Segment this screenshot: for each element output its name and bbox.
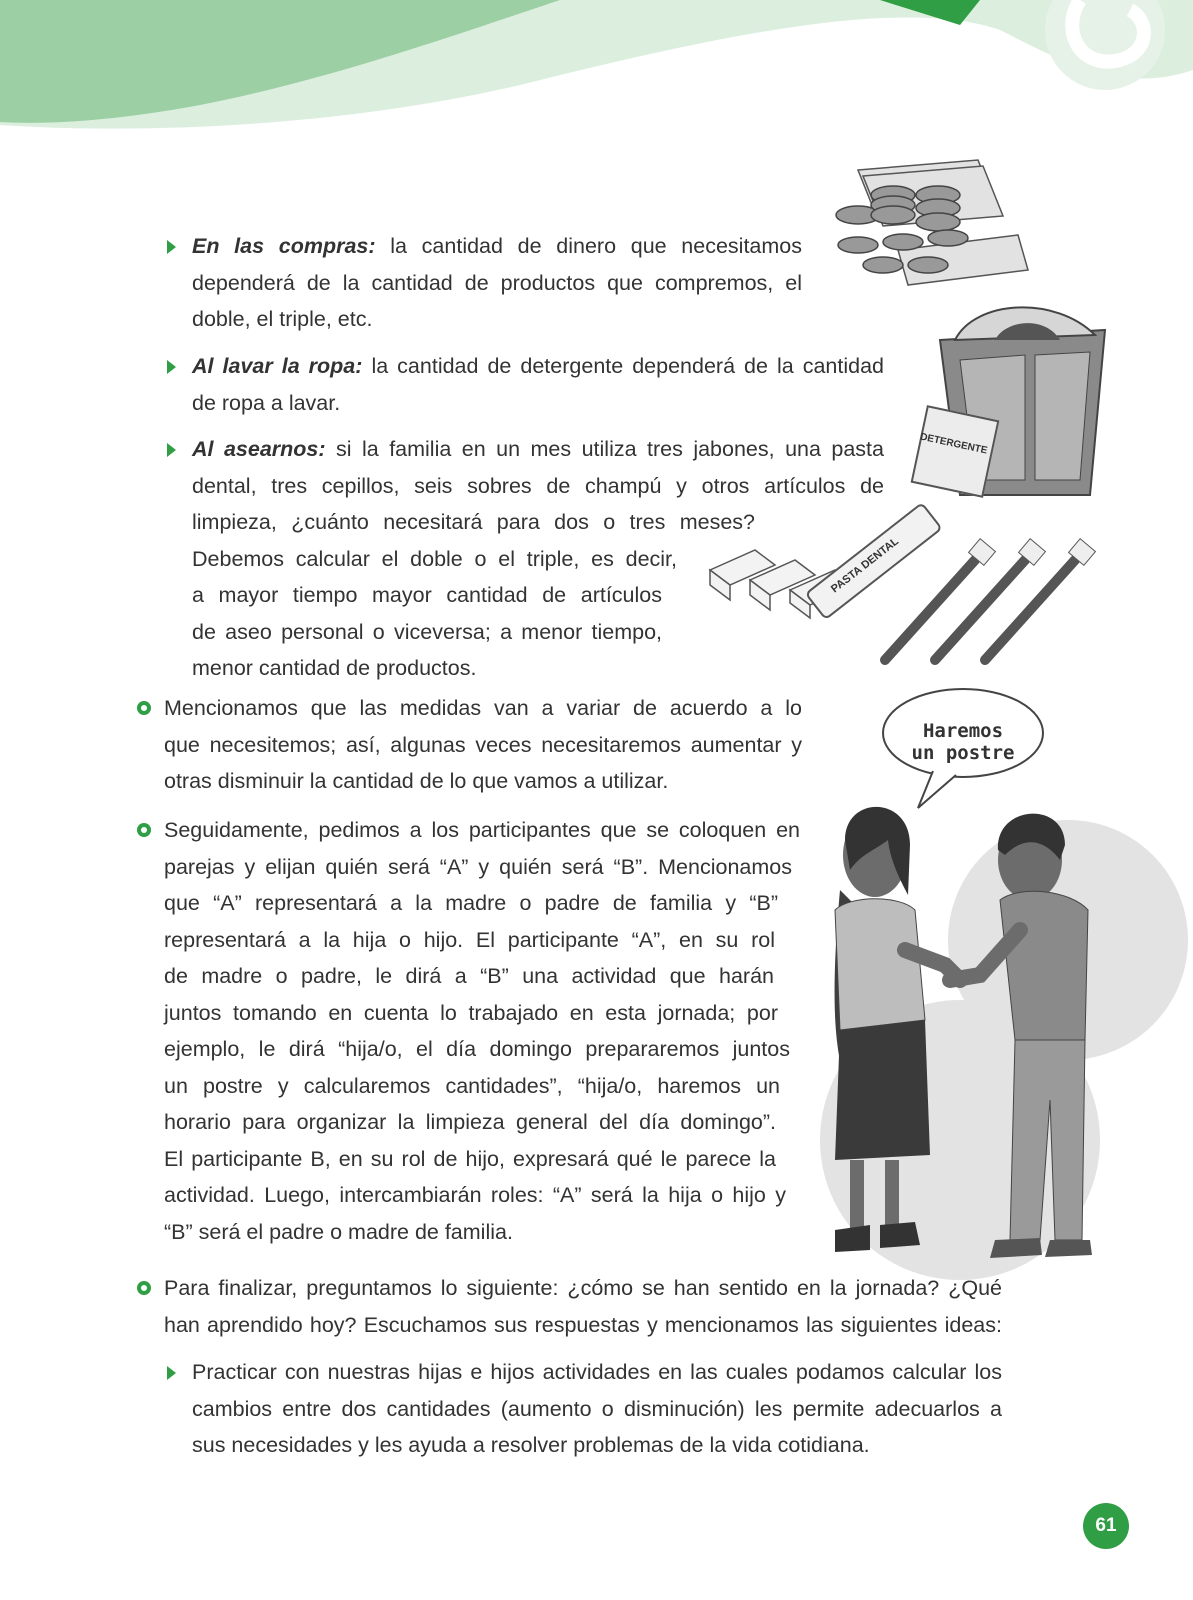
detergent-label: DETERGENTE (919, 431, 989, 457)
practicar-line-1: Practicar con nuestras hijas e hijos actividades en las cuales podamos calcular los (192, 1360, 1002, 1384)
toothbrushes-illustration (870, 535, 1100, 675)
toothpaste-label: PASTA DENTAL (828, 535, 902, 596)
seguidamente-line-9: horario para organizar la limpieza general del día domingo”. (164, 1110, 776, 1134)
seguidamente-line-6: juntos tomando en cuenta lo trabajado en esta jornada; por (164, 1000, 778, 1025)
asearnos-line-1 (192, 431, 884, 468)
compras-line-3: doble, el triple, etc. (192, 307, 373, 331)
bullet-compras (192, 228, 802, 338)
medidas-line-2: que necesitemos; así, algunas veces necesitaremos aumentar y (164, 732, 802, 757)
asearnos-line-5: a mayor tiempo mayor cantidad de artículos (192, 583, 662, 607)
paragraph-seguidamente (164, 812, 804, 1250)
compras-line-2: dependerá de la cantidad de productos que compremos, el (192, 270, 802, 295)
ropa-line-2: de ropa a lavar. (192, 390, 341, 415)
speech-bubble-text (898, 720, 1028, 764)
paragraph-finalizar (164, 1270, 1002, 1343)
paragraph-medidas (164, 690, 802, 800)
practicar-line-2: cambios entre dos cantidades (aumento o disminución) les permite adecuarlos a (192, 1396, 1002, 1421)
asearnos-line-4: Debemos calcular el doble o el triple, es decir, (192, 546, 677, 571)
bullet-asearnos (192, 431, 884, 687)
asearnos-line-6: de aseo personal o viceversa; a menor tiempo, (192, 619, 662, 644)
ropa-text-1: la cantidad de detergente dependerá de la cantidad (371, 354, 884, 378)
asearnos-line-3: limpieza, ¿cuánto necesitará para dos o tres meses? (192, 510, 755, 534)
bullet-arrow-compras (167, 240, 176, 254)
ropa-label: Al lavar la ropa: (192, 354, 363, 378)
bullet-arrow-practicar (167, 1366, 176, 1380)
practicar-line-3: sus necesidades y les ayuda a resolver problemas de la vida cotidiana. (192, 1433, 870, 1457)
speech-line-1: Haremos (922, 720, 1004, 742)
bullet-ropa (192, 348, 884, 421)
parent-child-illustration (820, 800, 1100, 1290)
compras-line-1 (192, 228, 802, 265)
money-illustration (828, 150, 1048, 300)
asearnos-label: Al asearnos: (192, 437, 326, 461)
seguidamente-line-5: de madre o padre, le dirá a “B” una actividad que harán (164, 964, 774, 988)
bullet-dot-seguidamente (137, 823, 151, 837)
asearnos-text-1: si la familia en un mes utiliza tres jabones, una pasta (336, 437, 884, 461)
page-number: 61 (1083, 1503, 1129, 1549)
asearnos-line-2: dental, tres cepillos, seis sobres de champú y otros artículos de (192, 473, 884, 498)
seguidamente-line-7: ejemplo, le dirá “hija/o, el día domingo prepararemos juntos (164, 1037, 790, 1061)
bullet-arrow-ropa (167, 360, 176, 374)
seguidamente-line-12: “B” será el padre o madre de familia. (164, 1219, 513, 1244)
ropa-line-1 (192, 348, 884, 385)
seguidamente-line-10: El participante B, en su rol de hijo, expresará qué le parece la (164, 1146, 776, 1171)
finalizar-line-1: Para finalizar, preguntamos lo siguiente: ¿cómo se han sentido en la jornada? ¿Qué (164, 1276, 1002, 1300)
seguidamente-line-8: un postre y calcularemos cantidades”, “hija/o, haremos un (164, 1073, 780, 1098)
bullet-dot-medidas (137, 701, 151, 715)
seguidamente-line-1: Seguidamente, pedimos a los participantes que se coloquen en (164, 818, 800, 842)
seguidamente-line-4: representará a la hija o hijo. El participante “A”, en su rol (164, 927, 775, 952)
bullet-arrow-asearnos (167, 443, 176, 457)
paragraph-practicar (192, 1354, 1002, 1464)
seguidamente-line-3: que “A” representará a la madre o padre de familia y “B” (164, 891, 778, 915)
finalizar-line-2: han aprendido hoy? Escuchamos sus respuestas y mencionamos las siguientes ideas: (164, 1312, 1002, 1337)
medidas-line-3: otras disminuir la cantidad de lo que vamos a utilizar. (164, 769, 669, 793)
compras-label: En las compras: (192, 234, 376, 258)
medidas-line-1: Mencionamos que las medidas van a variar de acuerdo a lo (164, 696, 802, 720)
seguidamente-line-2: parejas y elijan quién será “A” y quién será “B”. Mencionamos (164, 854, 792, 879)
compras-text-1: la cantidad de dinero que necesitamos (390, 234, 802, 258)
asearnos-line-7: menor cantidad de productos. (192, 656, 477, 680)
seguidamente-line-11: actividad. Luego, intercambiarán roles: “A” será la hija o hijo y (164, 1183, 786, 1207)
speech-line-2: un postre (911, 742, 1015, 764)
header-wave-decoration (0, 0, 1193, 140)
bullet-dot-finalizar (137, 1281, 151, 1295)
